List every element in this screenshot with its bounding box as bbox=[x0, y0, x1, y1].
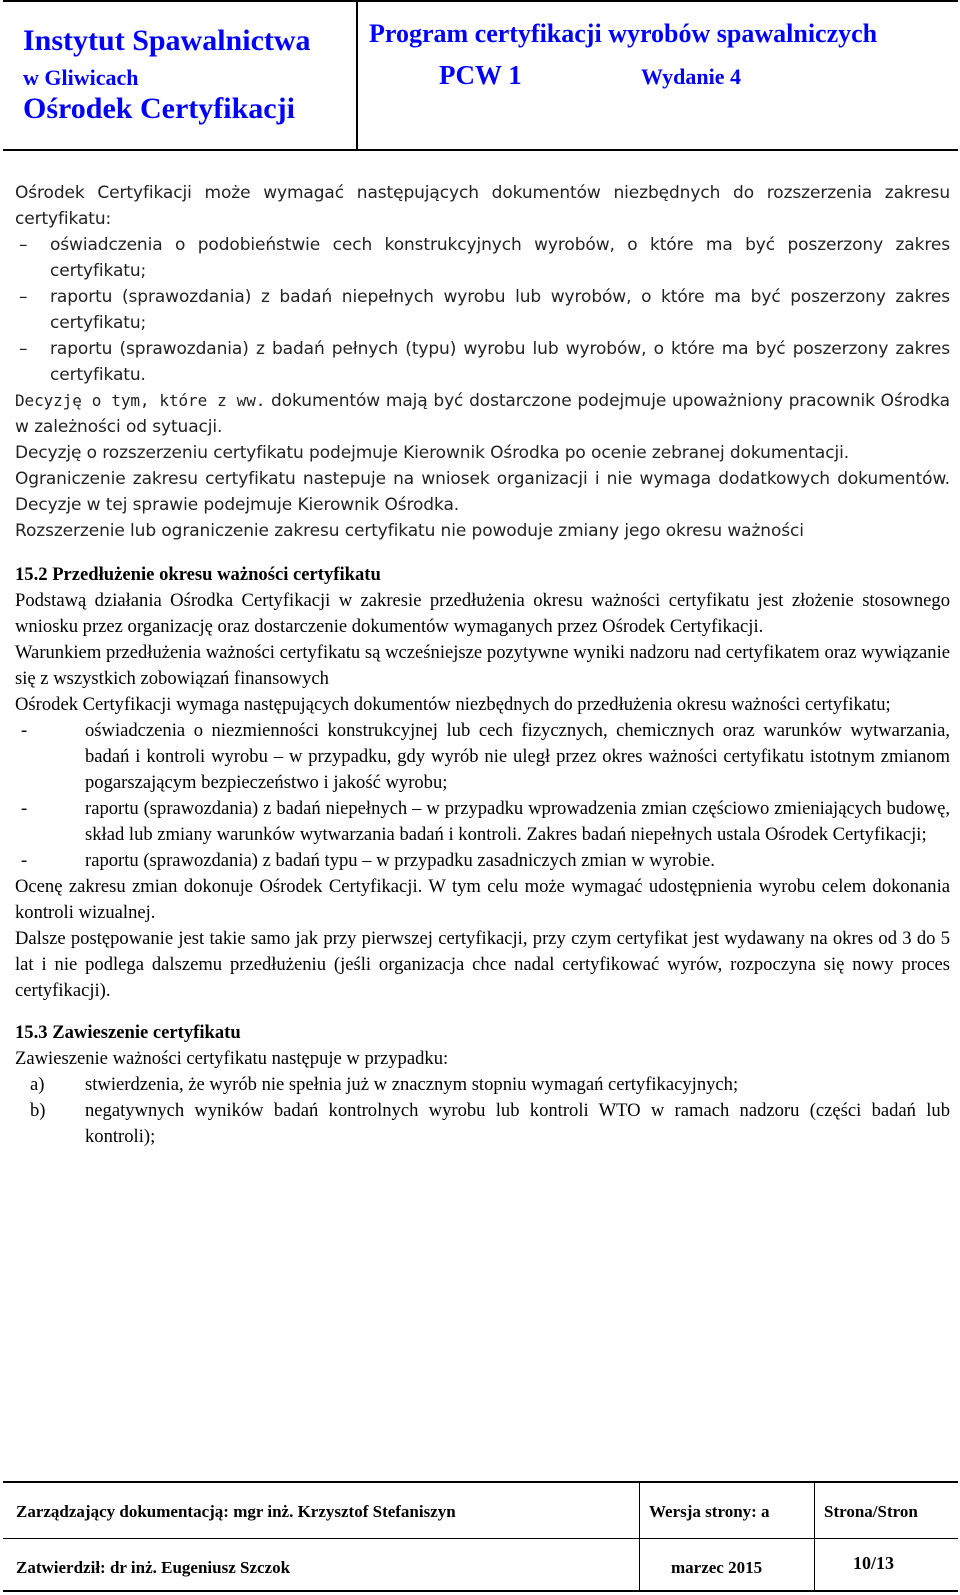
intro-paragraph-4: Ograniczenie zakresu certyfikatu nastepuje na wniosek organizacji i nie wymaga dodatkowych dokumentów. Decyzje w tej sprawie podejmuje Kierownik Ośrodka. bbox=[15, 469, 950, 515]
list-item-text: raportu (sprawozdania) z badań niepełnych – w przypadku wprowadzenia zmian częściowo zmieniających budowę, skład lub zmiany warunków wytwarzania badań i kontroli. Zakres badań niepełnych ustala Ośrodek Certyfikacji; bbox=[85, 798, 950, 845]
list-marker: a) bbox=[30, 1074, 45, 1095]
document-header bbox=[3, 0, 958, 151]
footer-column-divider bbox=[639, 1483, 640, 1590]
hyphen-bullet: - bbox=[21, 798, 28, 819]
intro-paragraph-2-rest: dokumentów mają być dostarczone podejmuje upoważniony pracownik Ośrodka w zależności od sytuacji. bbox=[15, 391, 950, 437]
list-item bbox=[15, 1098, 950, 1150]
program-title: Program certyfikacji wyrobów spawalniczych bbox=[369, 19, 878, 48]
intro-paragraph-2 bbox=[15, 388, 950, 440]
section-15-3-paragraph-1: Zawieszenie ważności certyfikatu następuje w przypadku: bbox=[15, 1048, 449, 1069]
section-15-2-paragraph-1: Podstawą działania Ośrodka Certyfikacji w zakresie przedłużenia okresu ważności certyfikatu jest złożenie stosownego wniosku przez organizację oraz dostarczenie dokumentów wymaganych przez Ośrodek Certyfikacji. bbox=[15, 590, 950, 637]
header-divider bbox=[356, 2, 358, 149]
list-item-text: stwierdzenia, że wyrób nie spełnia już w znacznym stopniu wymagań certyfikacyjnych; bbox=[85, 1074, 739, 1095]
footer-document-manager: Zarządzający dokumentacją: mgr inż. Krzysztof Stefaniszyn bbox=[16, 1502, 456, 1521]
list-item-text: raportu (sprawozdania) z badań pełnych (typu) wyrobu lub wyrobów, o które ma być poszerzony zakres certyfikatu. bbox=[50, 339, 950, 385]
section-15-2-paragraph-4: Ocenę zakresu zmian dokonuje Ośrodek Certyfikacji. W tym celu może wymagać udostępnienia wyrobu celem dokonania kontroli wizualnej. bbox=[15, 876, 950, 923]
intro-paragraph-2-start: Decyzję o tym, które z ww. bbox=[15, 391, 266, 410]
document-body bbox=[15, 180, 950, 1150]
section-15-2-heading: 15.2 Przedłużenie okresu ważności certyfikatu bbox=[15, 564, 381, 585]
list-marker: b) bbox=[30, 1100, 46, 1121]
footer-column-divider bbox=[814, 1483, 815, 1590]
footer-page-number: 10/13 bbox=[853, 1553, 895, 1573]
dash-bullet: – bbox=[19, 339, 28, 359]
intro-paragraph-5: Rozszerzenie lub ograniczenie zakresu certyfikatu nie powoduje zmiany jego okresu ważności bbox=[15, 521, 804, 541]
list-item bbox=[15, 284, 950, 336]
list-item bbox=[15, 796, 950, 848]
list-item-text: raportu (sprawozdania) z badań niepełnych wyrobu lub wyrobów, o które ma być poszerzony zakres certyfikatu; bbox=[50, 287, 950, 333]
footer-approved-by: Zatwierdził: dr inż. Eugeniusz Szczok bbox=[16, 1558, 291, 1577]
institute-name: Instytut Spawalnictwa bbox=[23, 24, 311, 57]
certification-center: Ośrodek Certyfikacji bbox=[23, 92, 295, 125]
hyphen-bullet: - bbox=[21, 850, 28, 871]
hyphen-bullet: - bbox=[21, 720, 28, 741]
program-edition: Wydanie 4 bbox=[641, 64, 742, 89]
list-item bbox=[15, 336, 950, 388]
list-item-text: negatywnych wyników badań kontrolnych wyrobu lub kontroli WTO w ramach nadzoru (części badań lub kontroli); bbox=[85, 1100, 950, 1147]
list-item-text: raportu (sprawozdania) z badań typu – w przypadku zasadniczych zmian w wyrobie. bbox=[85, 850, 715, 871]
document-footer bbox=[3, 1481, 958, 1592]
list-item bbox=[15, 848, 950, 874]
section-15-2-paragraph-2: Warunkiem przedłużenia ważności certyfikatu są wcześniejsze pozytywne wyniki nadzoru nad certyfikatem oraz wywiązanie się z wszystkich zobowiązań finansowych bbox=[15, 642, 950, 689]
intro-paragraph-3: Decyzję o rozszerzeniu certyfikatu podejmuje Kierownik Ośrodka po ocenie zebranej dokumentacji. bbox=[15, 443, 849, 463]
list-item-text: oświadczenia o podobieństwie cech konstrukcyjnych wyrobów, o które ma być poszerzony zakres certyfikatu; bbox=[50, 235, 950, 281]
dash-bullet: – bbox=[19, 235, 28, 255]
list-item bbox=[15, 1072, 950, 1098]
list-item bbox=[15, 718, 950, 796]
footer-version-label: Wersja strony: a bbox=[649, 1502, 770, 1521]
list-item bbox=[15, 232, 950, 284]
program-code: PCW 1 bbox=[439, 60, 522, 90]
dash-bullet: – bbox=[19, 287, 28, 307]
institute-location: w Gliwicach bbox=[23, 65, 139, 90]
section-15-3-heading: 15.3 Zawieszenie certyfikatu bbox=[15, 1022, 241, 1043]
list-item-text: oświadczenia o niezmienności konstrukcyjnej lub cech fizycznych, chemicznych oraz warunków wytwarzania, badań i kontroli wyrobu – w przypadku, gdy wyrób nie uległ przez okres ważności certyfikatu istotnym zmianom pogarszającym bezpieczeństwo i jakość wyrobu; bbox=[85, 720, 950, 793]
intro-paragraph-1: Ośrodek Certyfikacji może wymagać następujących dokumentów niezbędnych do rozszerzenia zakresu certyfikatu: bbox=[15, 183, 950, 229]
footer-page-label: Strona/Stron bbox=[824, 1502, 918, 1521]
section-15-2-paragraph-3: Ośrodek Certyfikacji wymaga następujących dokumentów niezbędnych do przedłużenia okresu ważności certyfikatu; bbox=[15, 694, 891, 715]
section-15-2-paragraph-5: Dalsze postępowanie jest takie samo jak przy pierwszej certyfikacji, przy czym certyfikat jest wydawany na okres od 3 do 5 lat i nie podlega dalszemu przedłużeniu (jeśli organizacja chce nadal certyfikować wyrów, rozpoczyna się nowy proces certyfikacji). bbox=[15, 928, 950, 1001]
footer-date: marzec 2015 bbox=[671, 1558, 763, 1577]
